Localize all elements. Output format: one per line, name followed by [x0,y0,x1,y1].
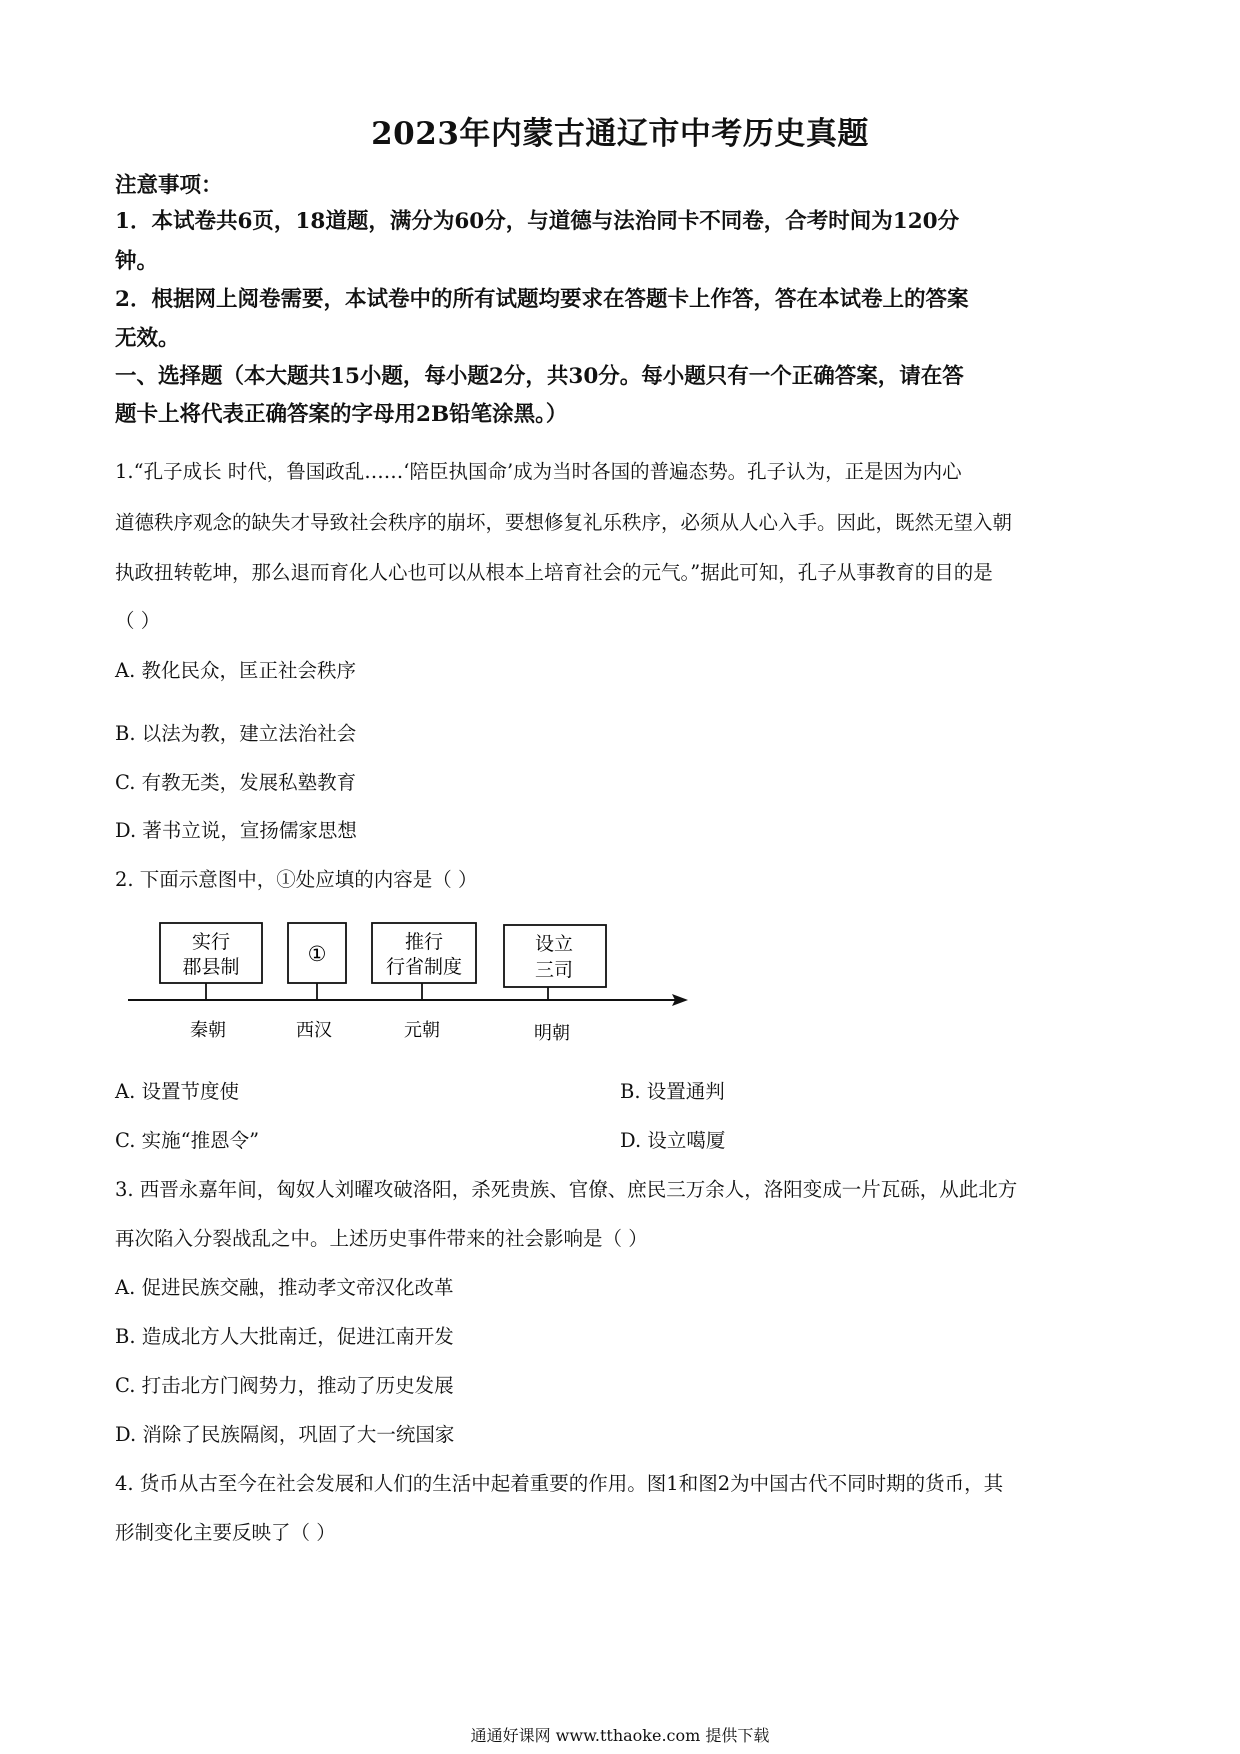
q4-stem-line: 形制变化主要反映了（ ） [115,1521,336,1544]
q1-option-a: A. 教化民众，匡正社会秩序 [115,659,356,682]
timeline-svg [120,915,700,1055]
era-qin: 秦朝 [190,1020,226,1041]
box-qin-line1: 实行 [191,931,231,953]
box-ming-line2: 三司 [534,959,574,981]
q1-stem-line: 道德秩序观念的缺失才导致社会秩序的崩坏，要想修复礼乐秩序，必须从人心入手。因此，既然无望入朝 [115,511,1013,534]
notes-item-1-cont: 钟。 [115,249,159,274]
q2-stem: 2. 下面示意图中，①处应填的内容是（ ） [115,868,478,891]
q3-option-d: D. 消除了民族隔阂，巩固了大一统国家 [115,1423,455,1446]
q3-option-a: A. 促进民族交融，推动孝文帝汉化改革 [115,1276,454,1299]
q3-stem-line: 再次陷入分裂战乱之中。上述历史事件带来的社会影响是（ ） [115,1227,648,1250]
section-heading: 一、选择题（本大题共15小题，每小题2分，共30分。每小题只有一个正确答案，请在答 [115,364,964,389]
section-heading-cont: 题卡上将代表正确答案的字母用2B铅笔涂黑。） [115,402,568,427]
q2-option-c: C. 实施“推恩令” [115,1129,260,1152]
box-xihan-blank: ① [307,942,327,966]
box-yuan-line2: 行省制度 [385,956,463,978]
era-ming: 明朝 [534,1023,570,1044]
q2-option-a: A. 设置节度使 [115,1080,239,1103]
box-yuan-line1: 推行 [404,931,444,953]
notes-item-1: 1．本试卷共6页，18道题，满分为60分，与道德与法治同卡不同卷，合考时间为120分 [115,209,960,234]
q3-stem-line: 3. 西晋永嘉年间，匈奴人刘曜攻破洛阳，杀死贵族、官僚、庶民三万余人，洛阳变成一片瓦砾，从此北方 [115,1178,1018,1201]
notes-item-2-cont: 无效。 [115,326,180,351]
q4-stem-line: 4. 货币从古至今在社会发展和人们的生活中起着重要的作用。图1和图2为中国古代不同时期的货币，其 [115,1472,1004,1495]
box-qin-line2: 郡县制 [182,956,240,978]
q3-option-b: B. 造成北方人大批南迁，促进江南开发 [115,1325,454,1348]
q2-option-d: D. 设立噶厦 [620,1129,726,1152]
q1-option-c: C. 有教无类，发展私塾教育 [115,771,357,794]
q1-answer-bracket: （ ） [115,609,161,632]
q1-option-d: D. 著书立说，宣扬儒家思想 [115,819,357,842]
page-footer: 通通好课网 www.tthaoke.com 提供下载 [470,1726,770,1745]
q1-stem-line: 执政扭转乾坤，那么退而育化人心也可以从根本上培育社会的元气。”据此可知，孔子从事教育的目的是 [115,561,993,584]
q1-option-b: B. 以法为教，建立法治社会 [115,722,357,745]
q1-stem-line: 1.“孔子成长 时代，鲁国政乱……‘陪臣执国命’成为当时各国的普遍态势。孔子认为，正是因为内心 [115,460,962,483]
q3-option-c: C. 打击北方门阀势力，推动了历史发展 [115,1374,454,1397]
notes-heading: 注意事项： [115,173,223,198]
page-title: 2023年内蒙古通辽市中考历史真题 [371,116,869,152]
q2-option-b: B. 设置通判 [620,1080,725,1103]
era-yuan: 元朝 [404,1020,440,1041]
box-ming-line1: 设立 [534,933,574,955]
era-xihan: 西汉 [296,1020,332,1041]
q2-timeline-diagram [120,915,700,1055]
notes-item-2: 2．根据网上阅卷需要，本试卷中的所有试题均要求在答题卡上作答，答在本试卷上的答案 [115,287,969,312]
